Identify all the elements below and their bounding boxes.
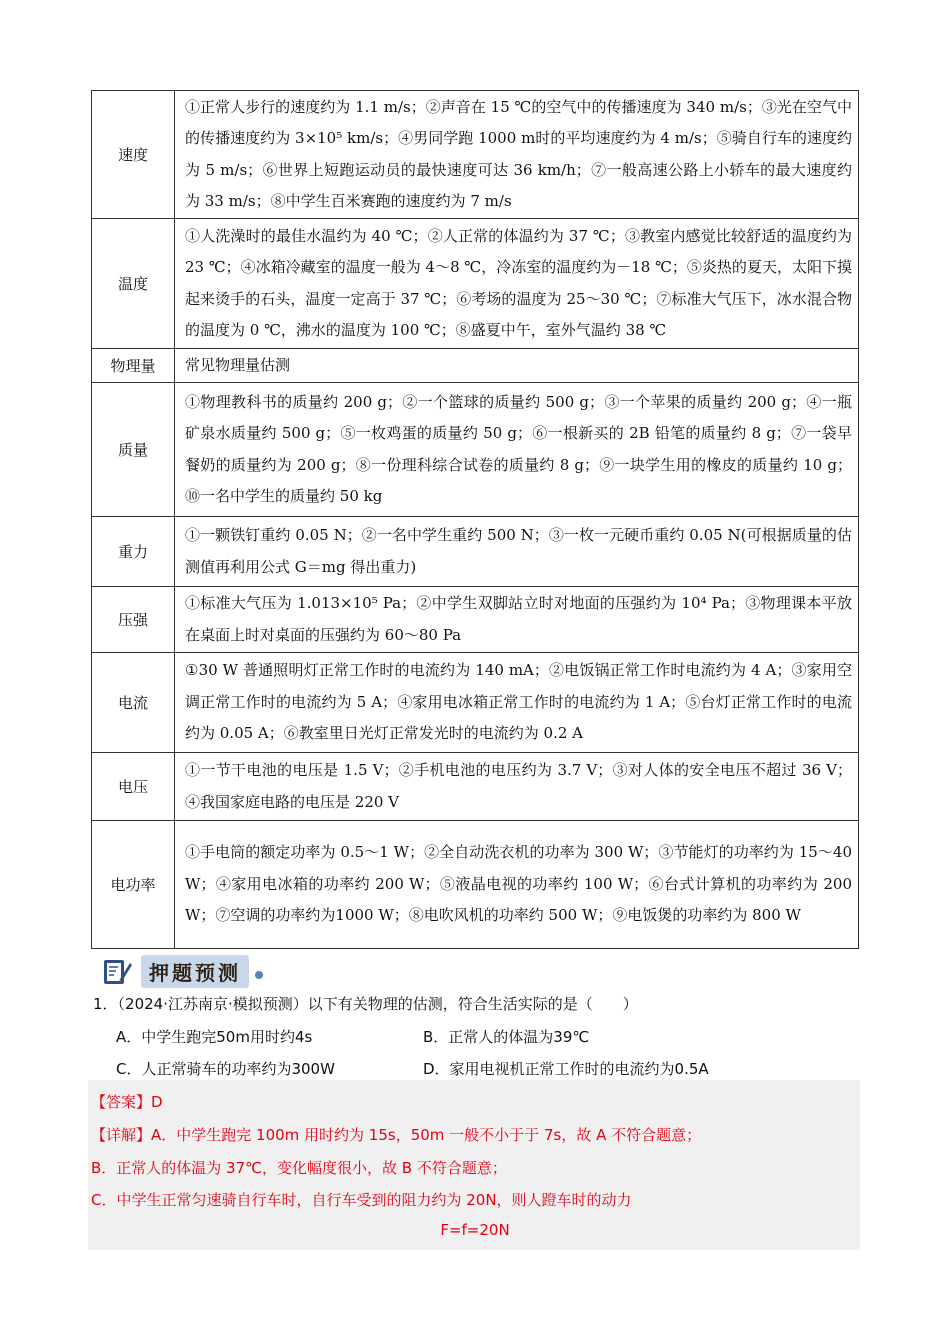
answer-line: 【答案】D (91, 1093, 163, 1111)
table-row (92, 219, 859, 349)
formula: F=f=20N (440, 1221, 510, 1239)
option-b: B．正常人的体温为39℃ (423, 1028, 590, 1046)
table-header-row (92, 349, 859, 383)
banner-title: 押题预测 (141, 955, 249, 988)
quantity-cell: 质量 (92, 383, 175, 517)
table-row (92, 821, 859, 949)
question-stem: 1．（2024·江苏南京·模拟预测）以下有关物理的估测，符合生活实际的是（ ） (93, 995, 638, 1013)
estimate-header: 常见物理量估测 (175, 349, 859, 383)
estimate-cell: ①人洗澡时的最佳水温约为 40 ℃；②人正常的体温约为 37 ℃；③教室内感觉比较舒适的温度约为 23 ℃；④冰箱冷藏室的温度一般为 4～8 ℃，冷冻室的温度约为－18 ℃；⑤炎热的夏天，太阳下摸起来烫手的石头，温度一定高于 37 ℃；⑥考场的温度为 25～30 ℃；⑦标准大气压下，冰水混合物的温度为 0 ℃，沸水的温度为 100 ℃；⑧盛夏中午，室外气温约 38 ℃ (175, 219, 859, 349)
quantity-header: 物理量 (92, 349, 175, 383)
estimate-cell: ①一节干电池的电压是 1.5 V；②手机电池的电压约为 3.7 V；③对人体的安全电压不超过 36 V；④我国家庭电路的电压是 220 V (175, 753, 859, 821)
table-row (92, 517, 859, 587)
option-c: C．人正常骑车的功率约为300W (116, 1060, 335, 1078)
table-row (92, 753, 859, 821)
quantity-cell: 电功率 (92, 821, 175, 949)
estimate-cell: ①30 W 普通照明灯正常工作时的电流约为 140 mA；②电饭锅正常工作时电流约为 4 A；③家用空调正常工作时的电流约为 5 A；④家用电冰箱正常工作时的电流约为 1 A；⑤台灯正常工作时的电流约为 0.05 A；⑥教室里日光灯正常发光时的电流约为 0.2 A (175, 653, 859, 753)
notebook-pen-icon (101, 955, 133, 987)
detail-a: 【详解】A．中学生跑完 100m 用时约为 15s，50m 一般不小于于 7s，故 A 不符合题意； (91, 1126, 702, 1144)
detail-b: B．正常人的体温为 37℃，变化幅度很小，故 B 不符合题意； (91, 1159, 507, 1177)
quantity-cell: 温度 (92, 219, 175, 349)
estimate-cell: ①物理教科书的质量约 200 g；②一个篮球的质量约 500 g；③一个苹果的质量约 200 g；④一瓶矿泉水质量约 500 g；⑤一枚鸡蛋的质量约 50 g；⑥一根新买的 2B 铅笔的质量约 8 g；⑦一袋早餐奶的质量约为 200 g；⑧一份理科综合试卷的质量约 8 g；⑨一块学生用的橡皮的质量约 10 g；⑩一名中学生的质量约 50 kg (175, 383, 859, 517)
section-banner (101, 951, 263, 991)
quantity-cell: 重力 (92, 517, 175, 587)
quantity-cell: 电压 (92, 753, 175, 821)
table-row (92, 383, 859, 517)
estimate-cell: ①标准大气压为 1.013×10⁵ Pa；②中学生双脚站立时对地面的压强约为 10⁴ Pa；③物理课本平放在桌面上时对桌面的压强约为 60～80 Pa (175, 587, 859, 653)
option-d: D．家用电视机正常工作时的电流约为0.5A (423, 1060, 709, 1078)
table-row (92, 91, 859, 219)
detail-c: C．中学生正常匀速骑自行车时，自行车受到的阻力约为 20N，则人蹬车时的动力 (91, 1191, 632, 1209)
estimation-table (91, 90, 859, 949)
quantity-cell: 速度 (92, 91, 175, 219)
table-row (92, 587, 859, 653)
table-row (92, 653, 859, 753)
banner-dot (255, 971, 263, 979)
option-a: A．中学生跑完50m用时约4s (116, 1028, 313, 1046)
quantity-cell: 电流 (92, 653, 175, 753)
estimate-cell: ①手电筒的额定功率为 0.5～1 W；②全自动洗衣机的功率为 300 W；③节能灯的功率约为 15～40 W；④家用电冰箱的功率约 200 W；⑤液晶电视的功率约 100 W；⑥台式计算机的功率约为 200 W；⑦空调的功率约为1000 W；⑧电吹风机的功率约 500 W；⑨电饭煲的功率约为 800 W (175, 821, 859, 949)
estimate-cell: ①一颗铁钉重约 0.05 N；②一名中学生重约 500 N；③一枚一元硬币重约 0.05 N(可根据质量的估测值再利用公式 G＝mg 得出重力) (175, 517, 859, 587)
quantity-cell: 压强 (92, 587, 175, 653)
estimate-cell: ①正常人步行的速度约为 1.1 m/s；②声音在 15 ℃的空气中的传播速度为 340 m/s；③光在空气中的传播速度约为 3×10⁵ km/s；④男同学跑 1000 m时的平均速度约为 4 m/s；⑤骑自行车的速度约为 5 m/s；⑥世界上短跑运动员的最快速度可达 36 km/h；⑦一般高速公路上小轿车的最大速度约为 33 m/s；⑧中学生百米赛跑的速度约为 7 m/s (175, 91, 859, 219)
